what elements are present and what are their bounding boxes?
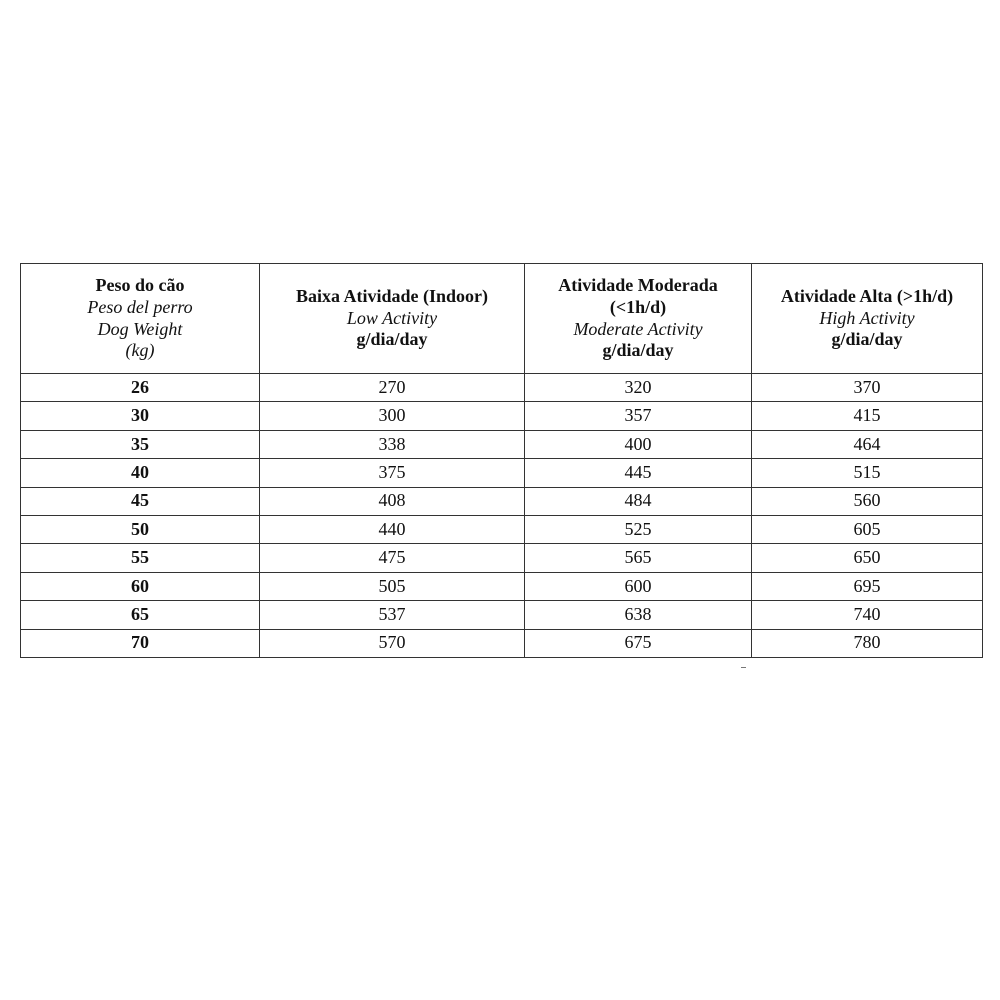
header-low-unit: g/dia/day: [356, 329, 428, 350]
high-activity-cell: 415: [752, 402, 983, 430]
moderate-activity-cell: 675: [525, 629, 752, 657]
weight-cell: 45: [21, 487, 260, 515]
moderate-activity-cell: 638: [525, 601, 752, 629]
table-row: [21, 629, 983, 657]
moderate-activity-cell: 525: [525, 515, 752, 543]
high-activity-cell: 515: [752, 459, 983, 487]
moderate-activity-cell: 445: [525, 459, 752, 487]
table-row: [21, 430, 983, 458]
low-activity-cell: 375: [260, 459, 525, 487]
header-row: [21, 264, 983, 374]
weight-cell: 70: [21, 629, 260, 657]
weight-cell: 35: [21, 430, 260, 458]
header-moderate-pt: Atividade Moderada: [558, 275, 718, 296]
feeding-table: [20, 263, 983, 658]
header-moderate-en: Moderate Activity: [573, 318, 703, 339]
table-row: [21, 459, 983, 487]
low-activity-cell: 475: [260, 544, 525, 572]
weight-cell: 26: [21, 374, 260, 402]
header-moderate-unit: g/dia/day: [602, 340, 674, 361]
header-moderate-duration: (<1h/d): [609, 296, 667, 317]
low-activity-cell: 537: [260, 601, 525, 629]
high-activity-cell: 650: [752, 544, 983, 572]
high-activity-cell: 695: [752, 572, 983, 600]
moderate-activity-cell: 357: [525, 402, 752, 430]
table-row: [21, 572, 983, 600]
weight-cell: 50: [21, 515, 260, 543]
low-activity-cell: 270: [260, 374, 525, 402]
table-row: [21, 402, 983, 430]
high-activity-cell: 560: [752, 487, 983, 515]
low-activity-cell: 300: [260, 402, 525, 430]
table-row: [21, 487, 983, 515]
moderate-activity-cell: 484: [525, 487, 752, 515]
moderate-activity-cell: 320: [525, 374, 752, 402]
weight-cell: 30: [21, 402, 260, 430]
header-weight-es: Peso del perro: [87, 296, 193, 317]
weight-cell: 40: [21, 459, 260, 487]
moderate-activity-cell: 400: [525, 430, 752, 458]
table-row: [21, 515, 983, 543]
weight-cell: 60: [21, 572, 260, 600]
header-low-activity: [260, 264, 525, 374]
moderate-activity-cell: 565: [525, 544, 752, 572]
high-activity-cell: 605: [752, 515, 983, 543]
low-activity-cell: 570: [260, 629, 525, 657]
high-activity-cell: 780: [752, 629, 983, 657]
low-activity-cell: 440: [260, 515, 525, 543]
low-activity-cell: 338: [260, 430, 525, 458]
weight-cell: 55: [21, 544, 260, 572]
moderate-activity-cell: 600: [525, 572, 752, 600]
stray-mark: [741, 667, 746, 668]
header-weight-pt: Peso do cão: [95, 275, 185, 296]
header-moderate-activity: [525, 264, 752, 374]
weight-cell: 65: [21, 601, 260, 629]
low-activity-cell: 505: [260, 572, 525, 600]
header-weight: [21, 264, 260, 374]
header-high-activity: [752, 264, 983, 374]
header-weight-unit: (kg): [125, 340, 155, 361]
header-high-pt: Atividade Alta (>1h/d): [780, 286, 954, 307]
table-row: [21, 374, 983, 402]
header-low-en: Low Activity: [346, 307, 438, 328]
header-low-pt: Baixa Atividade (Indoor): [295, 286, 489, 307]
high-activity-cell: 464: [752, 430, 983, 458]
table-row: [21, 544, 983, 572]
table-row: [21, 601, 983, 629]
low-activity-cell: 408: [260, 487, 525, 515]
high-activity-cell: 370: [752, 374, 983, 402]
header-high-en: High Activity: [819, 307, 915, 328]
high-activity-cell: 740: [752, 601, 983, 629]
header-weight-en: Dog Weight: [97, 318, 183, 339]
header-high-unit: g/dia/day: [831, 329, 903, 350]
